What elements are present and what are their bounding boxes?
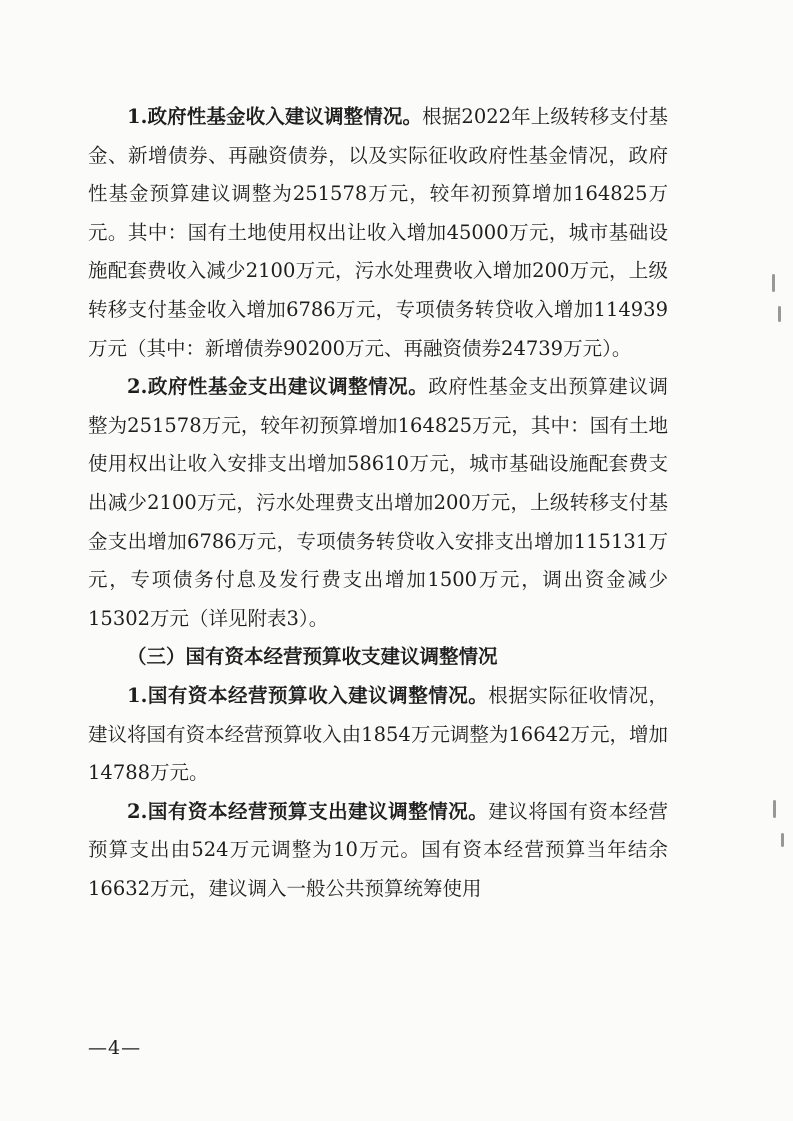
paragraph-text: 根据实际征收情况，建议将国有资本经营预算收入由1854万元调整为16642万元，增加14788万元。 xyxy=(88,683,668,785)
page-number: —4— xyxy=(88,1037,142,1059)
paragraph-fund-expenditure xyxy=(88,368,668,638)
paragraph-capital-expenditure xyxy=(88,793,668,909)
paragraph-heading: 1.政府性基金收入建议调整情况。 xyxy=(127,105,423,128)
paragraph-text: 建议将国有资本经营预算支出由524万元调整为10万元。国有资本经营预算当年结余16632万元，建议调入一般公共预算统筹使用 xyxy=(88,799,668,900)
paragraph-fund-income xyxy=(88,98,668,368)
paragraph-heading: 1.国有资本经营预算收入建议调整情况。 xyxy=(127,683,489,707)
paragraph-capital-income xyxy=(88,677,668,793)
paragraph-heading: 2.国有资本经营预算支出建议调整情况。 xyxy=(127,799,489,823)
binding-hole-mark xyxy=(772,274,775,292)
binding-hole-mark xyxy=(778,306,781,322)
paragraph-heading: 2.政府性基金支出建议调整情况。 xyxy=(127,375,429,399)
paragraph-text: 根据2022年上级转移支付基金、新增债券、再融资债券，以及实际征收政府性基金情况，政府性基金预算建议调整为251578万元，较年初预算增加164825万元。其中：国有土地使用权出让收入增加45000万元，城市基础设施配套费收入减少2100万元，污水处理费收入增加200万元，上级转移支付基金收入增加6786万元，专项债务转贷收入增加114939万元（其中：新增债券90200万元、再融资债券24739万元）。 xyxy=(88,105,668,360)
section-heading: （三）国有资本经营预算收支建议调整情况 xyxy=(127,645,498,669)
binding-hole-mark xyxy=(773,800,776,818)
paragraph-text: 政府性基金支出预算建议调整为251578万元，较年初预算增加164825万元，其中：国有土地使用权出让收入安排支出增加58610万元，城市基础设施配套费支出减少2100万元，污水处理费支出增加200万元，上级转移支付基金支出增加6786万元，专项债务转贷收入安排支出增加115131万元，专项债务付息及发行费支出增加1500万元，调出资金减少15302万元（详见附表3）。 xyxy=(88,375,668,630)
document-body xyxy=(88,98,668,908)
binding-hole-mark xyxy=(781,833,784,847)
